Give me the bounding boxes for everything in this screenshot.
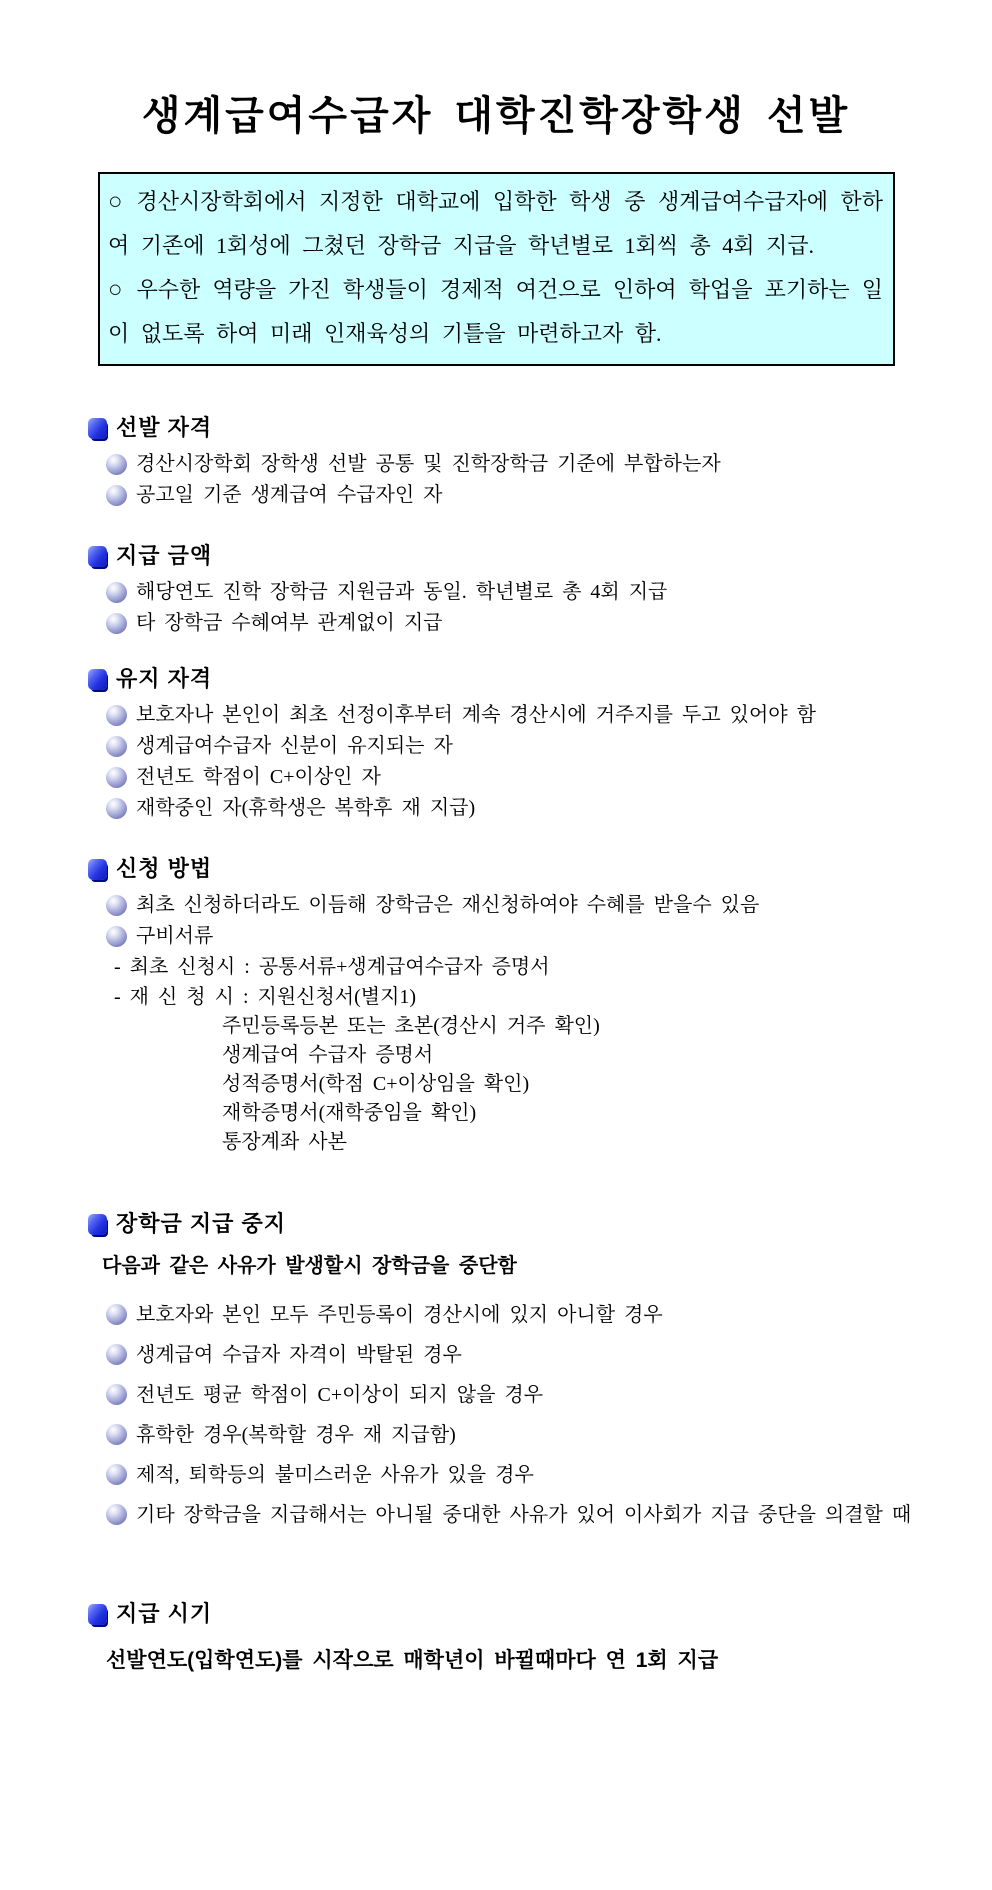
document-line: 주민등록등본 또는 초본(경산시 거주 확인): [222, 1015, 600, 1037]
document-line: 재학증명서(재학중임을 확인): [222, 1102, 477, 1124]
section-heading: [0, 664, 914, 694]
section: [0, 1209, 914, 1535]
section: [0, 664, 914, 824]
list-item-text: 생계급여수급자 신분이 유지되는 자: [136, 735, 453, 757]
section-heading-text: 유지 자격: [116, 666, 213, 691]
list-item-text: 생계급여 수급자 자격이 박탈된 경우: [136, 1344, 462, 1366]
list-item: [0, 577, 914, 608]
list-item: [0, 1495, 914, 1535]
list-item-text: 휴학한 경우(복학할 경우 재 지급함): [136, 1424, 456, 1446]
section-body-text: 선발연도(입학연도)를 시작으로 매학년이 바뀔때마다 연 1회 지급: [106, 1649, 719, 1672]
list-item-text: 최초 신청하더라도 이듬해 장학금은 재신청하여야 수혜를 받을수 있음: [136, 894, 760, 916]
list-item-text: 구비서류: [136, 925, 214, 947]
list-item-text: 경산시장학회 장학생 선발 공통 및 진학장학금 기준에 부합하는자: [136, 453, 721, 475]
sections-container: [0, 413, 992, 1681]
blue-sphere-bullet-icon: [106, 485, 127, 506]
section-heading-text: 지급 금액: [116, 543, 213, 568]
blue-square-bullet-icon: [88, 669, 107, 690]
blue-square-bullet-icon: [88, 1604, 107, 1625]
sub-list-item: - 최초 신청시 : 공통서류+생계급여수급자 증명서: [114, 956, 550, 978]
circle-outline-icon: ○: [108, 277, 123, 303]
list-item: [0, 1415, 914, 1455]
blue-sphere-bullet-icon: [106, 1384, 127, 1405]
list-item: [0, 731, 914, 762]
section-heading: [0, 413, 914, 443]
list-item: [0, 700, 914, 731]
list-item: [0, 890, 914, 921]
section-item-list: [0, 890, 914, 952]
section: [0, 541, 914, 639]
list-item-text: 재학중인 자(휴학생은 복학후 재 지급): [136, 797, 476, 819]
blue-sphere-bullet-icon: [106, 1304, 127, 1325]
intro-box: [98, 172, 895, 366]
list-item: [0, 762, 914, 793]
circle-outline-icon: ○: [108, 189, 123, 215]
list-item-text: 보호자나 본인이 최초 선정이후부터 계속 경산시에 거주지를 두고 있어야 함: [136, 704, 816, 726]
list-item-text: 타 장학금 수혜여부 관계없이 지급: [136, 612, 443, 634]
list-item: [0, 793, 914, 824]
section-continuation-list: [0, 1012, 914, 1157]
section: [0, 413, 914, 511]
section-heading-text: 선발 자격: [116, 415, 213, 440]
list-item-text: 전년도 평균 학점이 C+이상이 되지 않을 경우: [136, 1384, 544, 1406]
section-heading-text: 장학금 지급 중지: [116, 1211, 286, 1236]
blue-square-bullet-icon: [88, 546, 107, 567]
section: [0, 854, 914, 1157]
intro-item: [108, 180, 883, 268]
blue-sphere-bullet-icon: [106, 454, 127, 475]
list-item: [0, 1455, 914, 1495]
section-heading: [0, 541, 914, 571]
list-item-text: 기타 장학금을 지급해서는 아니될 중대한 사유가 있어 이사회가 지급 중단을 의결할 때: [136, 1504, 912, 1526]
blue-sphere-bullet-icon: [106, 895, 127, 916]
blue-sphere-bullet-icon: [106, 736, 127, 757]
list-item: [0, 1335, 914, 1375]
blue-square-bullet-icon: [88, 1214, 107, 1235]
section-heading-text: 신청 방법: [116, 856, 213, 881]
section-heading-text: 지급 시기: [116, 1601, 213, 1626]
document-line: 성적증명서(학점 C+이상임을 확인): [222, 1073, 530, 1095]
section-item-list: [0, 1295, 914, 1535]
list-item-text: 해당연도 진학 장학금 지원금과 동일. 학년별로 총 4회 지급: [136, 581, 668, 603]
document-line: 통장계좌 사본: [222, 1131, 347, 1153]
intro-item-text: 우수한 역량을 가진 학생들이 경제적 여건으로 인하여 학업을 포기하는 일이 없도록 하여 미래 인재육성의 기틀을 마련하고자 함.: [108, 277, 883, 346]
blue-sphere-bullet-icon: [106, 1504, 127, 1525]
blue-sphere-bullet-icon: [106, 798, 127, 819]
list-item: [0, 921, 914, 952]
blue-sphere-bullet-icon: [106, 926, 127, 947]
page-title: 생계급여수급자 대학진학장학생 선발: [141, 93, 851, 138]
document-line: 생계급여 수급자 증명서: [222, 1044, 434, 1066]
list-item-text: 공고일 기준 생계급여 수급자인 자: [136, 484, 443, 506]
sub-list-item: - 재 신 청 시 : 지원신청서(별지1): [114, 986, 417, 1008]
section-item-list: [0, 449, 914, 511]
intro-item-text: 경산시장학회에서 지정한 대학교에 입학한 학생 중 생계급여수급자에 한하여 기존에 1회성에 그쳤던 장학금 지급을 학년별로 1회씩 총 4회 지급.: [108, 189, 883, 258]
blue-sphere-bullet-icon: [106, 613, 127, 634]
blue-square-bullet-icon: [88, 859, 107, 880]
list-item: [0, 608, 914, 639]
list-item-text: 전년도 학점이 C+이상인 자: [136, 766, 381, 788]
list-item: [0, 449, 914, 480]
blue-sphere-bullet-icon: [106, 1344, 127, 1365]
section: [0, 1599, 914, 1681]
section-subline-list: [0, 952, 914, 1012]
blue-sphere-bullet-icon: [106, 705, 127, 726]
section-item-list: [0, 577, 914, 639]
blue-sphere-bullet-icon: [106, 767, 127, 788]
list-item: [0, 1375, 914, 1415]
list-item: [0, 480, 914, 511]
blue-sphere-bullet-icon: [106, 1464, 127, 1485]
blue-sphere-bullet-icon: [106, 1424, 127, 1445]
blue-sphere-bullet-icon: [106, 582, 127, 603]
section-subtitle: 다음과 같은 사유가 발생할시 장학금을 중단함: [102, 1255, 517, 1277]
section-heading: [0, 1209, 914, 1239]
section-heading: [0, 854, 914, 884]
blue-square-bullet-icon: [88, 418, 107, 439]
list-item-text: 제적, 퇴학등의 불미스러운 사유가 있을 경우: [136, 1464, 534, 1486]
list-item: [0, 1295, 914, 1335]
section-heading: [0, 1599, 914, 1629]
list-item-text: 보호자와 본인 모두 주민등록이 경산시에 있지 아니할 경우: [136, 1304, 663, 1326]
section-item-list: [0, 700, 914, 824]
intro-item: [108, 268, 883, 356]
